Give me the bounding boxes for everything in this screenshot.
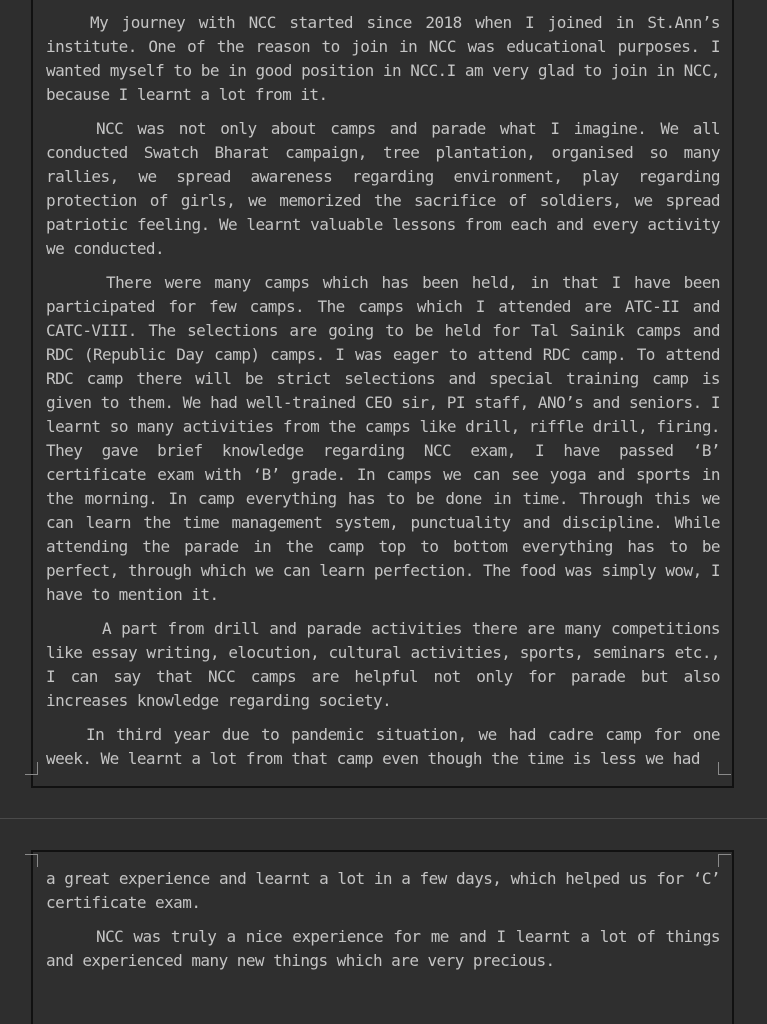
document-page-1 <box>31 0 734 788</box>
page-2-crop-mark-top-left <box>25 854 38 867</box>
paragraph-conclusion: NCC was truly a nice experience for me and I learnt a lot of things and experienced many new things which are very precious. <box>46 927 720 970</box>
paragraph-journey: My journey with NCC started since 2018 when I joined in St.Ann’s institute. One of the reason to join in NCC was educational purposes. I wanted myself to be in good position in NCC.I am very glad to join in NCC, because I learnt a lot from it. <box>46 13 720 104</box>
page-1-text-body <box>46 11 720 781</box>
page-2-text-body <box>46 867 720 983</box>
document-page-2 <box>31 850 734 1024</box>
paragraph-third-year: In third year due to pandemic situation, we had cadre camp for one week. We learnt a lot from that camp even though the time is less we had <box>46 725 720 768</box>
page-2-crop-mark-top-right <box>718 854 731 867</box>
page-1-crop-mark-bottom-right <box>718 762 731 775</box>
paragraph-continuation: a great experience and learnt a lot in a few days, which helped us for ‘C’ certificate exam. <box>46 869 720 912</box>
page-1-crop-mark-bottom-left <box>25 762 38 775</box>
paragraph-competitions: A part from drill and parade activities there are many competitions like essay writing, elocution, cultural activities, sports, seminars etc., I can say that NCC camps are helpful not only for parade but also increases knowledge regarding society. <box>46 619 720 710</box>
paragraph-camps: There were many camps which has been held, in that I have been participated for few camps. The camps which I attended are ATC-II and CATC-VIII. The selections are going to be held for Tal Sainik camps and RDC (Republic Day camp) camps. I was eager to attend RDC camp. To attend RDC camp there will be strict selections and special training camp is given to them. We had well-trained CEO sir, PI staff, ANO’s and seniors. I learnt so many activities from the camps like drill, riffle drill, firing. They gave brief knowledge regarding NCC exam, I have passed ‘B’ certificate exam with ‘B’ grade. In camps we can see yoga and sports in the morning. In camp everything has to be done in time. Through this we can learn the time management system, punctuality and discipline. While attending the parade in the camp top to bottom everything has to be perfect, through which we can learn perfection. The food was simply wow, I have to mention it. <box>46 273 720 604</box>
page-divider <box>0 818 767 819</box>
paragraph-activities: NCC was not only about camps and parade what I imagine. We all conducted Swatch Bharat campaign, tree plantation, organised so many rallies, we spread awareness regarding environment, play regarding protection of girls, we memorized the sacrifice of soldiers, we spread patriotic feeling. We learnt valuable lessons from each and every activity we conducted. <box>46 119 720 258</box>
